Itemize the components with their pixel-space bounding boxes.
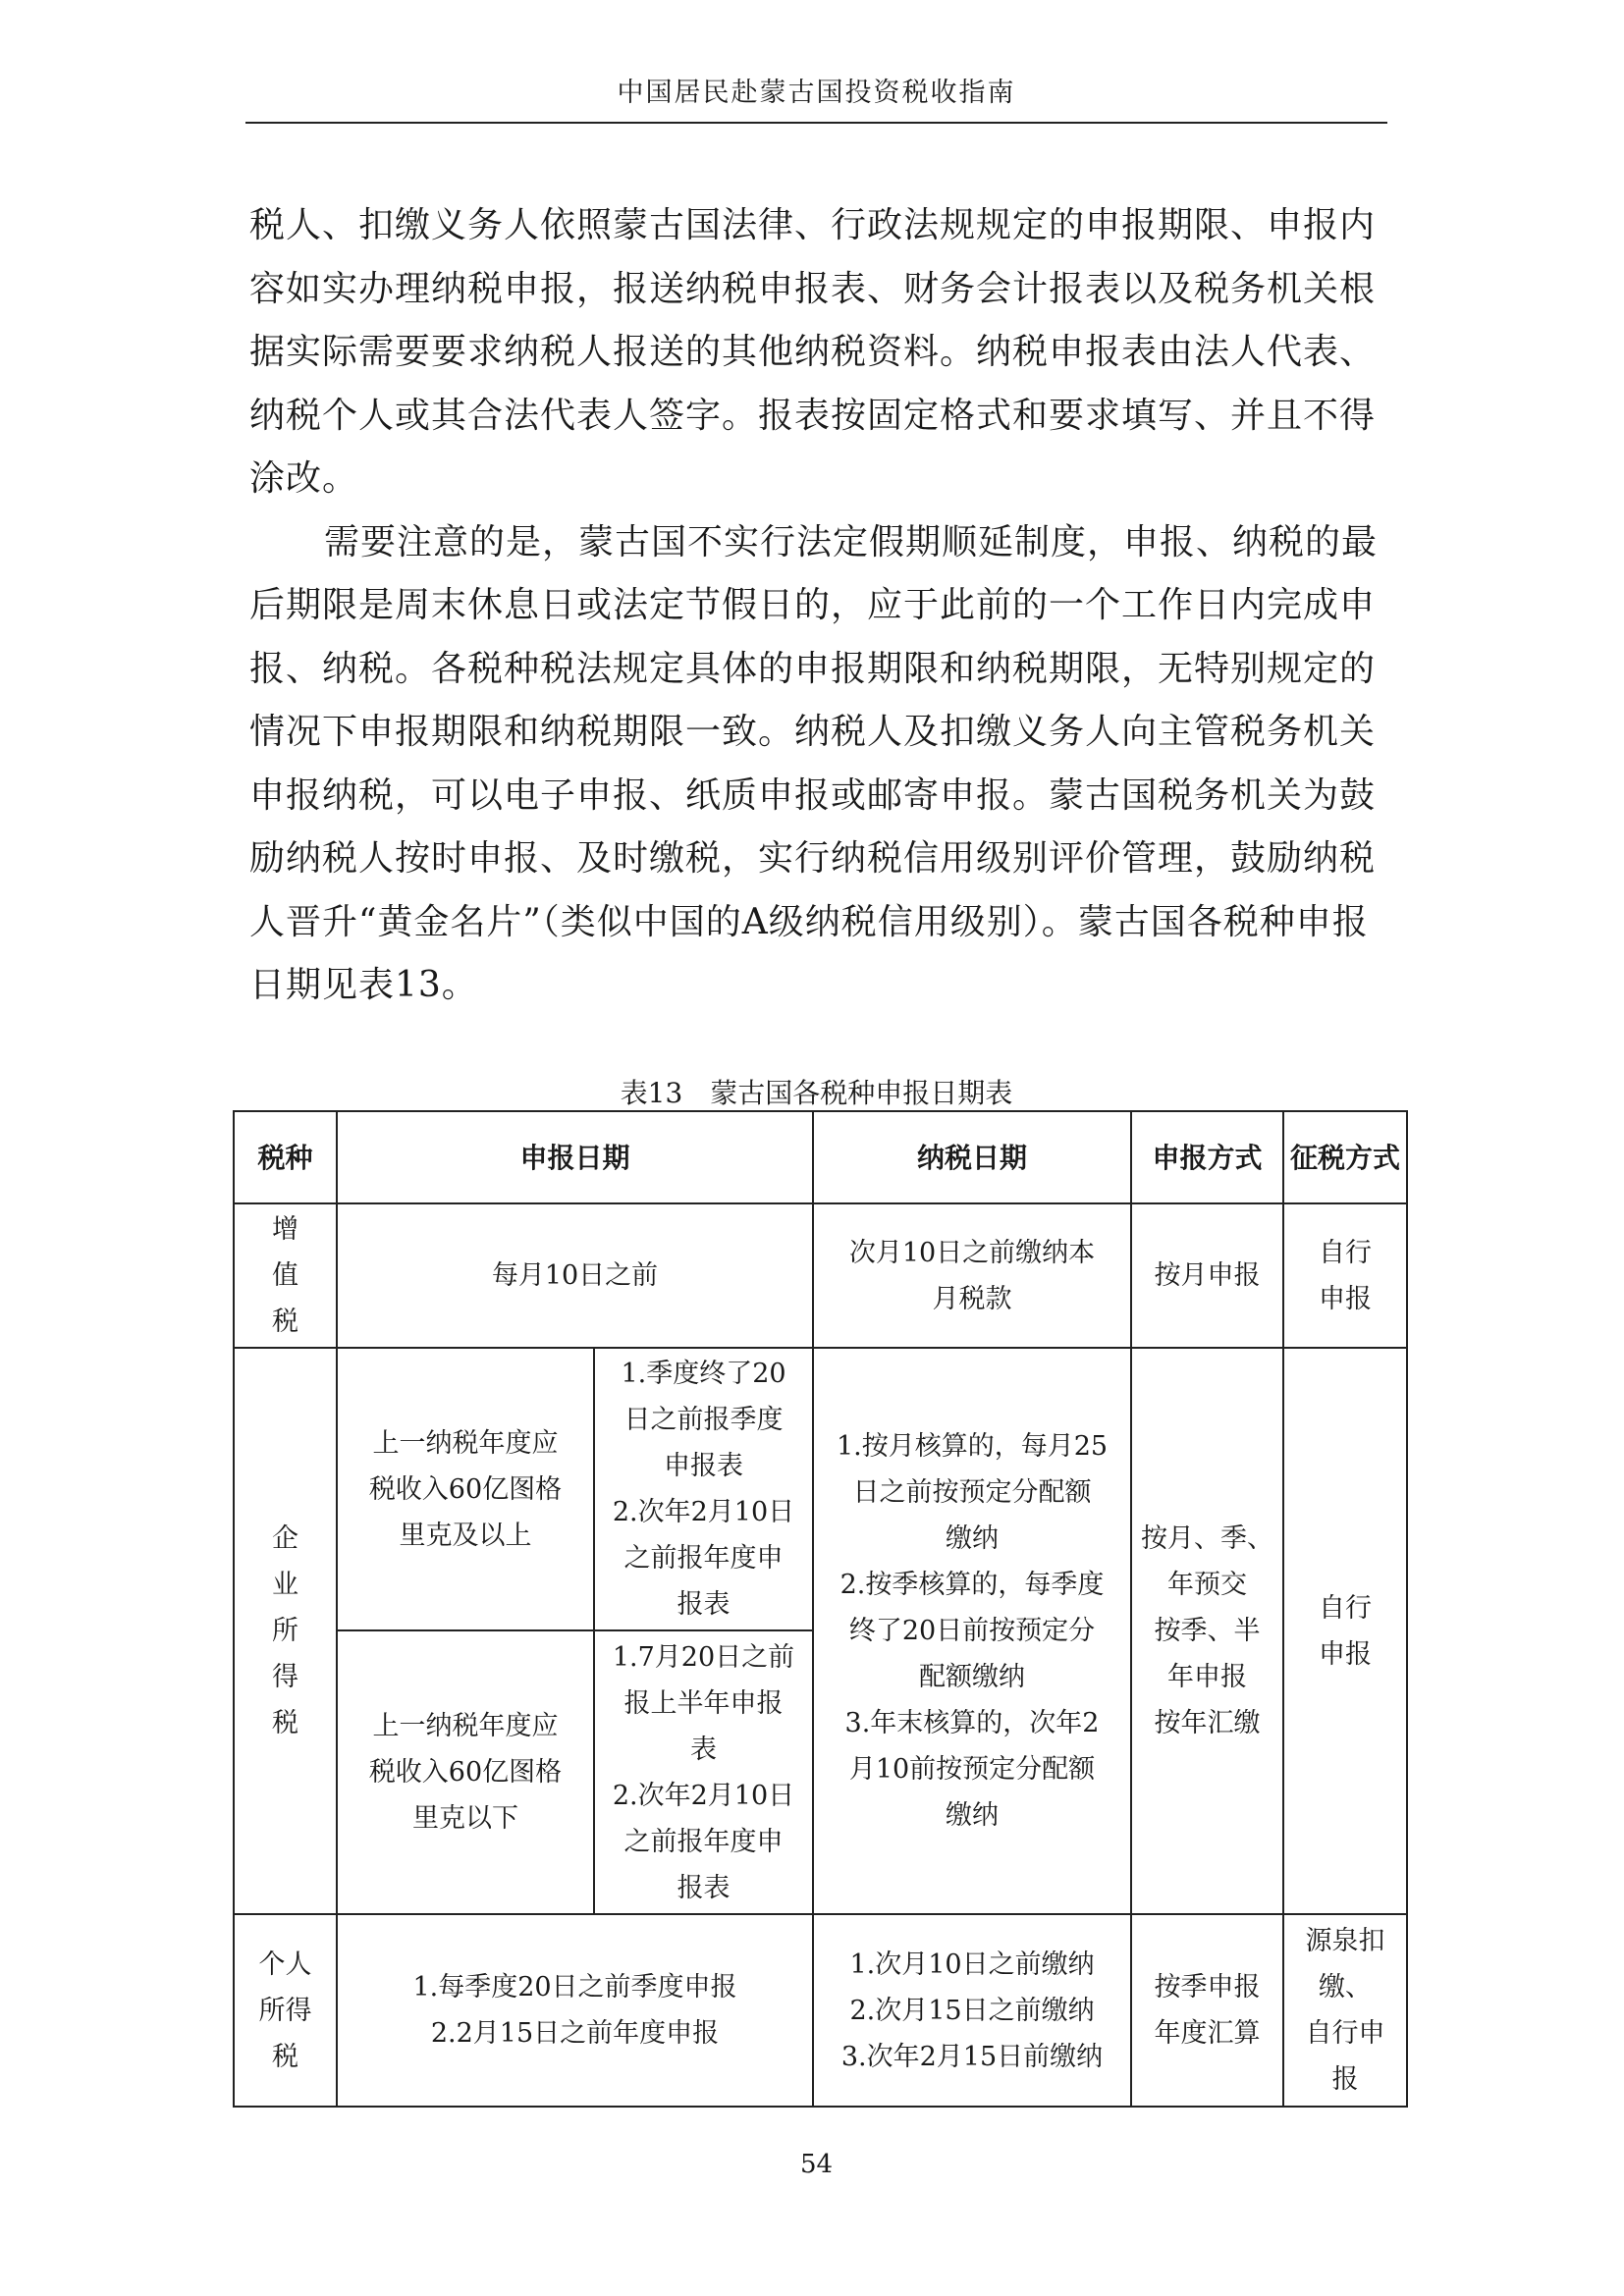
cit-tax-type: 企 业 所 得 税 [234, 1348, 337, 1914]
cit-small-condition: 上一纳税年度应 税收入60亿图格 里克以下 [337, 1630, 594, 1914]
table-row-pit [234, 1914, 1407, 2107]
cit-collection-method: 自行 申报 [1283, 1348, 1407, 1914]
header-collection-method: 征税方式 [1283, 1111, 1407, 1203]
paragraph-2: 需要注意的是，蒙古国不实行法定假期顺延制度，申报、纳税的最后期限是周末休息日或法定节假日的，应于此前的一个工作日内完成申报、纳税。各税种税法规定具体的申报期限和纳税期限，无特别规定的情况下申报期限和纳税期限一致。纳税人及扣缴义务人向主管税务机关申报纳税，可以电子申报、纸质申报或邮寄申报。蒙古国税务机关为鼓励纳税人按时申报、及时缴税，实行纳税信用级别评价管理，鼓励纳税人晋升“黄金名片”（类似中国的A级纳税信用级别）。蒙古国各税种申报日期见表13。 [249, 521, 1379, 1005]
page-header: 中国居民赴蒙古国投资税收指南 [617, 78, 1016, 108]
vat-filing-date: 每月10日之前 [337, 1203, 813, 1348]
vat-payment-date: 次月10日之前缴纳本 月税款 [813, 1203, 1131, 1348]
tax-filing-table [233, 1110, 1408, 2108]
header-payment-date: 纳税日期 [813, 1111, 1131, 1203]
vat-filing-method: 按月申报 [1131, 1203, 1283, 1348]
header-filing-method: 申报方式 [1131, 1111, 1283, 1203]
vat-tax-type: 增 值 税 [234, 1203, 337, 1348]
table-row-vat [234, 1203, 1407, 1348]
cit-large-condition: 上一纳税年度应 税收入60亿图格 里克及以上 [337, 1348, 594, 1630]
body-text [249, 194, 1388, 1018]
pit-tax-type: 个人 所得 税 [234, 1914, 337, 2107]
page-number: 54 [799, 2150, 834, 2179]
table-caption: 表13 蒙古国各税种申报日期表 [620, 1077, 1013, 1109]
header-rule [245, 122, 1387, 124]
table-header-row [234, 1111, 1407, 1203]
vat-collection-method: 自行 申报 [1283, 1203, 1407, 1348]
header-tax-type: 税种 [234, 1111, 337, 1203]
header-filing-date: 申报日期 [337, 1111, 813, 1203]
pit-payment-date: 1.次月10日之前缴纳 2.次月15日之前缴纳 3.次年2月15日前缴纳 [813, 1914, 1131, 2107]
cit-small-filing-date: 1.7月20日之前 报上半年申报 表 2.次年2月10日 之前报年度申 报表 [594, 1630, 813, 1914]
cit-filing-method: 按月、季、 年预交 按季、半 年申报 按年汇缴 [1131, 1348, 1283, 1914]
cit-payment-date: 1.按月核算的，每月25 日之前按预定分配额 缴纳 2.按季核算的，每季度 终了20日前按预定分 配额缴纳 3.年末核算的，次年2 月10前按预定分配额 缴纳 [813, 1348, 1131, 1914]
cit-large-filing-date: 1.季度终了20 日之前报季度 申报表 2.次年2月10日 之前报年度申 报表 [594, 1348, 813, 1630]
pit-filing-date: 1.每季度20日之前季度申报 2.2月15日之前年度申报 [337, 1914, 813, 2107]
pit-collection-method: 源泉扣 缴、 自行申 报 [1283, 1914, 1407, 2107]
table-row-cit-large [234, 1348, 1407, 1630]
pit-filing-method: 按季申报 年度汇算 [1131, 1914, 1283, 2107]
paragraph-1: 税人、扣缴义务人依照蒙古国法律、行政法规规定的申报期限、申报内容如实办理纳税申报，报送纳税申报表、财务会计报表以及税务机关根据实际需要要求纳税人报送的其他纳税资料。纳税申报表由法人代表、纳税个人或其合法代表人签字。报表按固定格式和要求填写、并且不得涂改。 [249, 205, 1377, 499]
